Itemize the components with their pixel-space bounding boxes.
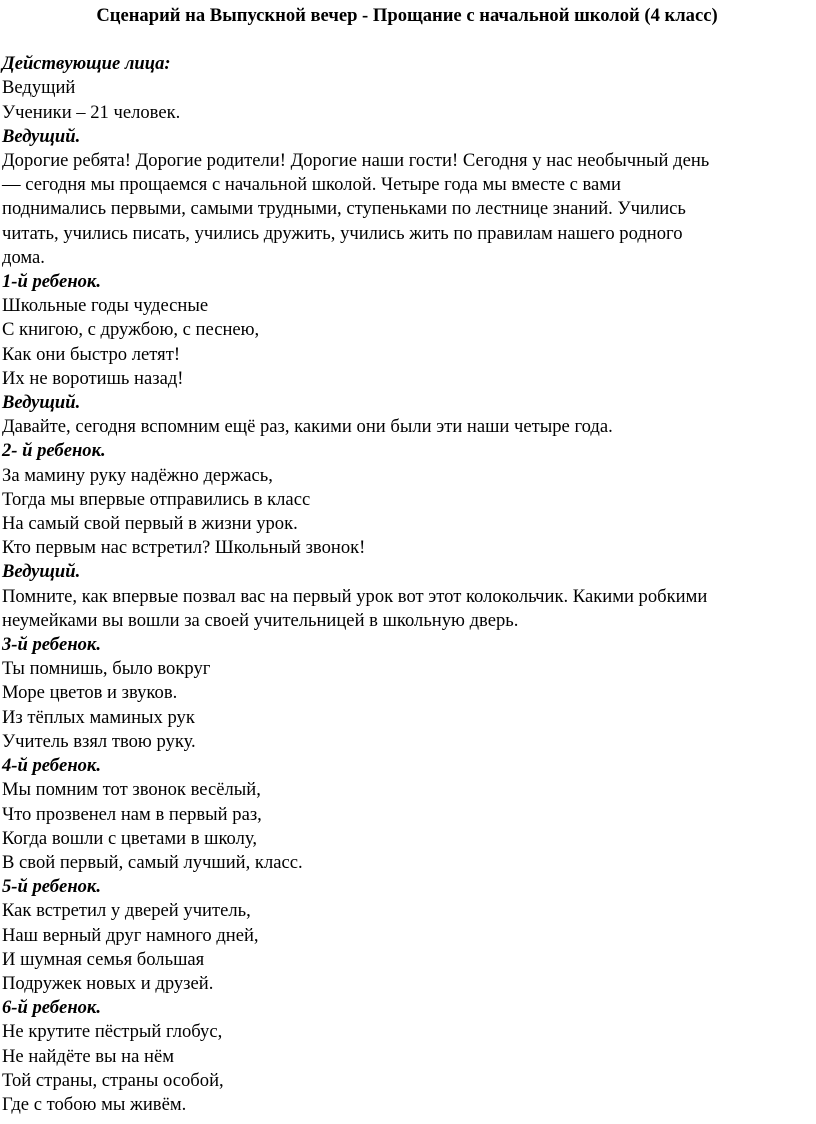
speech-line: Наш верный друг намного дней,	[2, 924, 259, 946]
speech-line: Как они быстро летят!	[2, 343, 181, 365]
speech-line: Как встретил у дверей учитель,	[2, 900, 251, 922]
speaker-label: 5-й ребенок.	[2, 876, 102, 898]
speech-line: Не найдёте вы на нём	[2, 1045, 174, 1067]
speech-line: Кто первым нас встретил? Школьный звонок!	[2, 537, 366, 559]
speech-line: Из тёплых маминых рук	[2, 706, 195, 728]
speech-block	[2, 754, 812, 875]
cast-list	[2, 52, 812, 125]
speech-line: Море цветов и звуков.	[2, 682, 178, 704]
speech-line: читать, учились писать, учились дружить, учились жить по правилам нашего родного	[2, 222, 683, 244]
speech-block	[2, 875, 812, 996]
speech-line: Давайте, сегодня вспомним ещё раз, какими они были эти наши четыре года.	[2, 416, 613, 438]
speech-line: Когда вошли с цветами в школу,	[2, 827, 257, 849]
speech-line: И шумная семья большая	[2, 948, 205, 970]
speech-block	[2, 391, 812, 439]
speech-line: Школьные годы чудесные	[2, 295, 209, 317]
speech-line: поднимались первыми, самыми трудными, ступеньками по лестнице знаний. Учились	[2, 198, 686, 220]
speech-line: На самый свой первый в жизни урок.	[2, 513, 298, 535]
speech-line: Той страны, страны особой,	[2, 1069, 224, 1091]
speech-line: Подружек новых и друзей.	[2, 972, 214, 994]
speech-block	[2, 439, 812, 560]
speaker-label: Ведущий.	[2, 125, 81, 147]
speaker-label: 2- й ребенок.	[2, 440, 106, 462]
speech-block	[2, 996, 812, 1117]
speech-line: Учитель взял твою руку.	[2, 730, 196, 752]
speaker-label: 6-й ребенок.	[2, 997, 102, 1019]
speaker-label: 4-й ребенок.	[2, 755, 102, 777]
speech-block	[2, 633, 812, 754]
cast-heading: Действующие лица:	[2, 53, 171, 75]
speech-line: В свой первый, самый лучший, класс.	[2, 851, 303, 873]
speech-line: неумейками вы вошли за своей учительницей в школьную дверь.	[2, 609, 519, 631]
speech-block	[2, 270, 812, 391]
speech-line: Помните, как впервые позвал вас на первый урок вот этот колокольчик. Какими робкими	[2, 585, 708, 607]
speech-line: Что прозвенел нам в первый раз,	[2, 803, 262, 825]
speaker-label: 1-й ребенок.	[2, 271, 102, 293]
speech-line: Мы помним тот звонок весёлый,	[2, 779, 261, 801]
speaker-label: Ведущий.	[2, 561, 81, 583]
speech-line: Не крутите пёстрый глобус,	[2, 1021, 223, 1043]
speech-line: Ты помнишь, было вокруг	[2, 658, 211, 680]
speech-line: С книгою, с дружбою, с песнею,	[2, 319, 260, 341]
speech-block	[2, 125, 812, 270]
script-body	[2, 125, 812, 1117]
speech-line: Их не воротишь назад!	[2, 367, 184, 389]
cast-member: Ученики – 21 человек.	[2, 101, 181, 123]
speech-line: — сегодня мы прощаемся с начальной школой. Четыре года мы вместе с вами	[2, 174, 621, 196]
speech-line: За мамину руку надёжно держась,	[2, 464, 273, 486]
speaker-label: 3-й ребенок.	[2, 634, 102, 656]
speech-line: Тогда мы впервые отправились в класс	[2, 488, 311, 510]
speech-line: дома.	[2, 246, 45, 268]
speech-line: Дорогие ребята! Дорогие родители! Дорогие наши гости! Сегодня у нас необычный день	[2, 150, 710, 172]
speaker-label: Ведущий.	[2, 392, 81, 414]
document-title: Сценарий на Выпускной вечер - Прощание с начальной школой (4 класс)	[96, 5, 718, 26]
cast-member: Ведущий	[2, 77, 76, 99]
speech-line: Где с тобою мы живём.	[2, 1093, 187, 1115]
speech-block	[2, 560, 812, 633]
